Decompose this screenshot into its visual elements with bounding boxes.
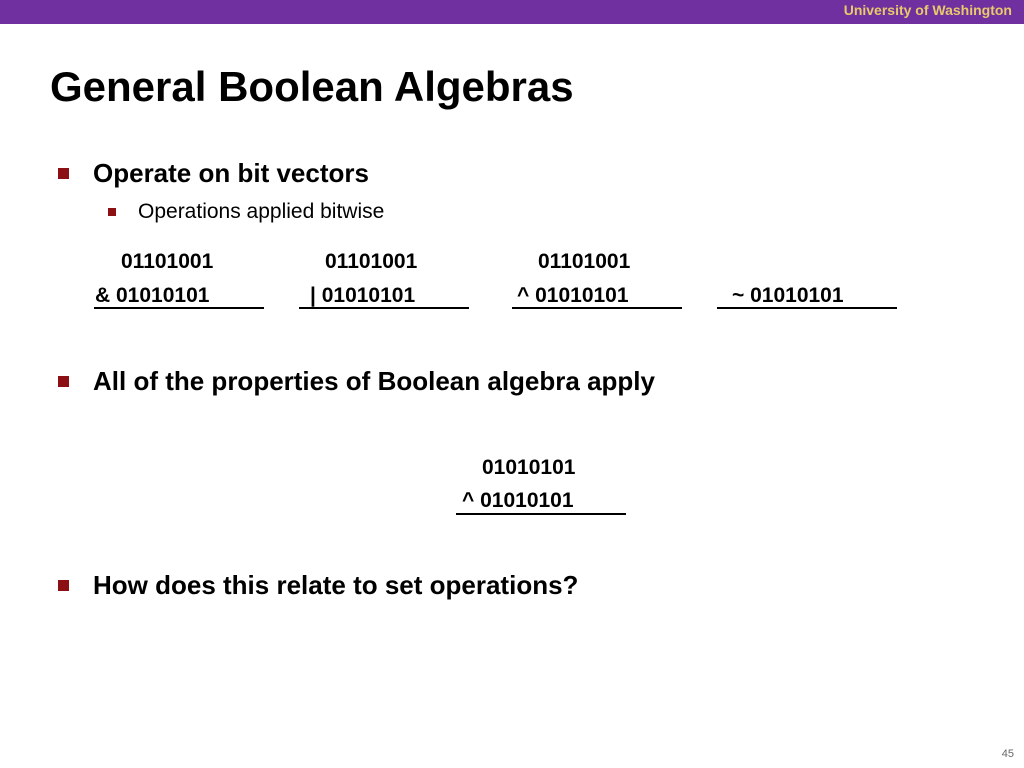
bullet-1-text: Operate on bit vectors	[93, 158, 369, 188]
bullet-2	[58, 366, 655, 397]
square-bullet-icon	[108, 208, 116, 216]
bullet-2-text: All of the properties of Boolean algebra apply	[93, 366, 655, 396]
slide-number: 45	[1001, 748, 1014, 760]
xor2-operand-top: 01010101	[482, 456, 576, 479]
institution-name: University of Washington	[843, 2, 1012, 18]
and-operand-top: 01101001	[121, 250, 214, 273]
sub-bullet-1	[108, 200, 384, 224]
or-operand-top: 01101001	[325, 250, 418, 273]
and-operand-bottom: & 01010101	[95, 284, 210, 307]
not-result-line	[717, 307, 897, 309]
bullet-3-text: How does this relate to set operations?	[93, 570, 579, 600]
xor2-result-line	[456, 513, 626, 515]
xor-operand-top: 01101001	[538, 250, 631, 273]
xor-operand-bottom: ^ 01010101	[517, 284, 629, 307]
bullet-3	[58, 570, 578, 601]
header-bar	[0, 0, 1024, 24]
or-operand-bottom: | 01010101	[310, 284, 416, 307]
bullet-1	[58, 158, 369, 189]
square-bullet-icon	[58, 376, 69, 387]
xor2-operand-bottom: ^ 01010101	[462, 489, 574, 512]
square-bullet-icon	[58, 168, 69, 179]
slide-title: General Boolean Algebras	[50, 63, 574, 110]
or-result-line	[299, 307, 469, 309]
xor-result-line	[512, 307, 682, 309]
square-bullet-icon	[58, 580, 69, 591]
sub-bullet-1-text: Operations applied bitwise	[138, 200, 385, 223]
and-result-line	[94, 307, 264, 309]
not-operand: ~ 01010101	[732, 284, 844, 307]
